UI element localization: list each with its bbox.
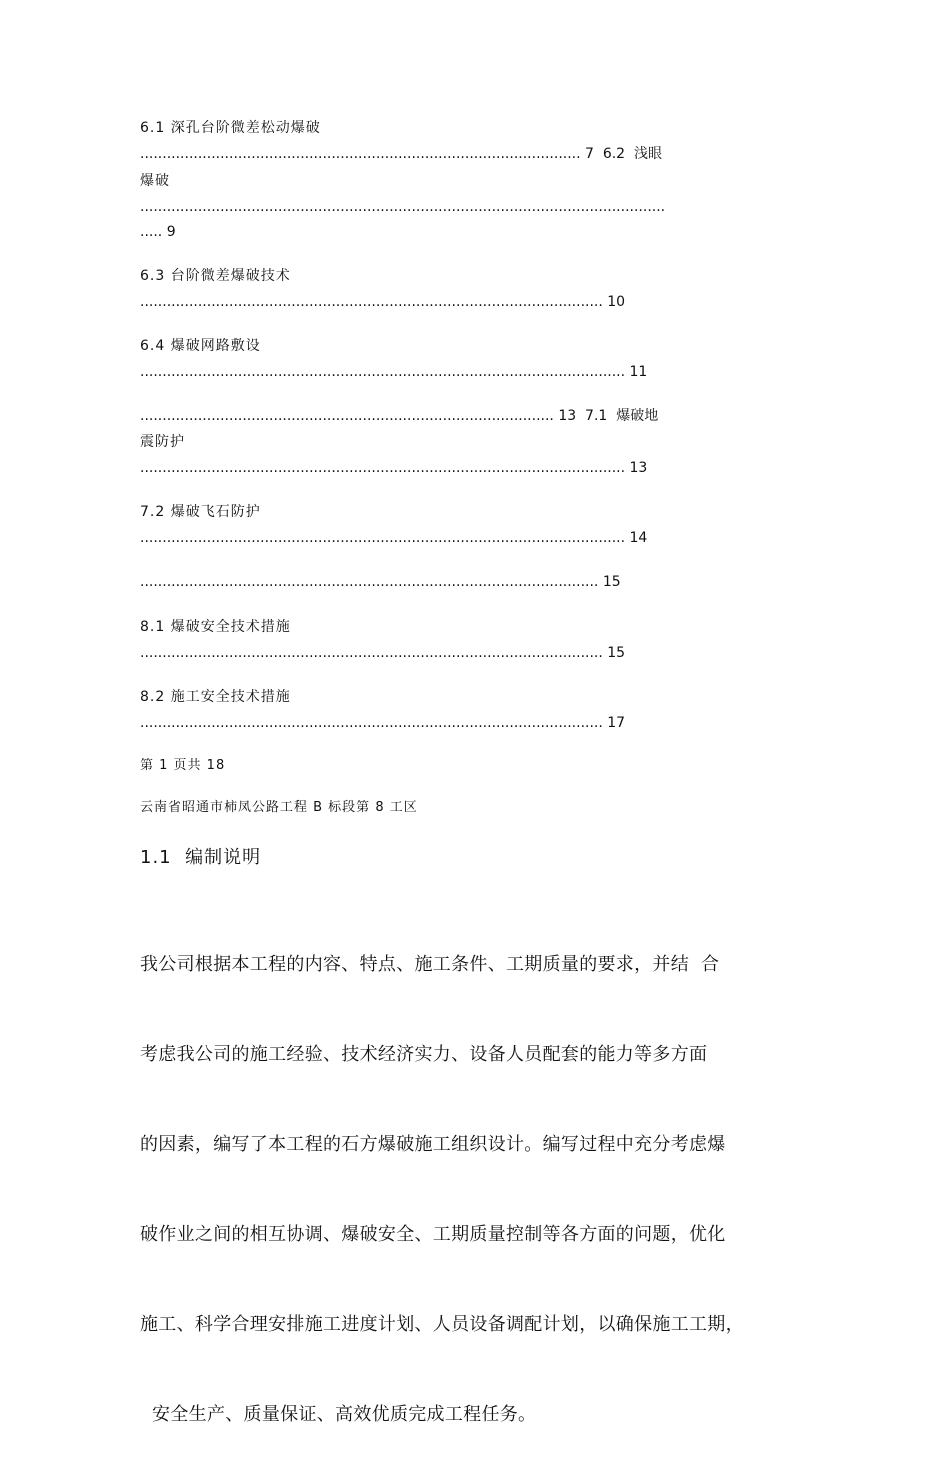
toc-line-page-10: ........................................................................................................ 10 xyxy=(140,294,626,310)
toc-line-8-2-title: 8.2 施工安全技术措施 xyxy=(140,689,291,705)
toc-line-6-1-title: 6.1 深孔台阶微差松动爆破 xyxy=(140,120,321,136)
toc-line-7-1-cont: 震防护 xyxy=(140,434,185,450)
page-number: 第 1 页共 18 xyxy=(140,758,226,773)
toc-line-page-14: ............................................................................................................. 14 xyxy=(140,530,648,546)
toc-line-leader-long: ...................................................................................................................... xyxy=(140,199,666,215)
toc-line-page-15a: ....................................................................................................... 15 xyxy=(140,574,621,590)
running-header: 云南省昭通市柿凤公路工程 B 标段第 8 工区 xyxy=(140,800,418,815)
toc-line-page-11: ............................................................................................................. 11 xyxy=(140,364,648,380)
toc-line-6-4-title: 6.4 爆破网路敷设 xyxy=(140,338,261,354)
body-line: 安全生产、质量保证、高效优质完成工程任务。 xyxy=(140,1404,537,1425)
toc-line-6-2-cont: 爆破 xyxy=(140,173,170,189)
section-body xyxy=(140,890,744,1460)
body-line: 我公司根据本工程的内容、特点、施工条件、工期质量的要求，并结 合 xyxy=(140,954,720,975)
toc-line-7-2-title: 7.2 爆破飞石防护 xyxy=(140,504,261,520)
toc-line-8-1-title: 8.1 爆破安全技术措施 xyxy=(140,619,291,635)
toc-line-page-15b: ........................................................................................................ 15 xyxy=(140,645,626,661)
toc-line-leader-7: ................................................................................................... 7 6.2 浅眼 xyxy=(140,146,662,162)
body-line: 考虑我公司的施工经验、技术经济实力、设备人员配套的能力等多方面 xyxy=(140,1044,708,1065)
toc-line-leader-13: ............................................................................................. 13 7.1 爆破地 xyxy=(140,408,659,424)
body-line: 的因素，编写了本工程的石方爆破施工组织设计。编写过程中充分考虑爆 xyxy=(140,1134,726,1155)
toc-line-page-17: ........................................................................................................ 17 xyxy=(140,715,626,731)
toc-line-page-9: ..... 9 xyxy=(140,224,176,240)
body-line: 施工、科学合理安排施工进度计划、人员设备调配计划，以确保施工工期， xyxy=(140,1314,744,1335)
section-title: 1.1 编制说明 xyxy=(140,847,262,868)
toc-line-page-13: ............................................................................................................. 13 xyxy=(140,460,648,476)
toc-line-6-3-title: 6.3 台阶微差爆破技术 xyxy=(140,268,291,284)
body-line: 破作业之间的相互协调、爆破安全、工期质量控制等各方面的问题，优化 xyxy=(140,1224,726,1245)
